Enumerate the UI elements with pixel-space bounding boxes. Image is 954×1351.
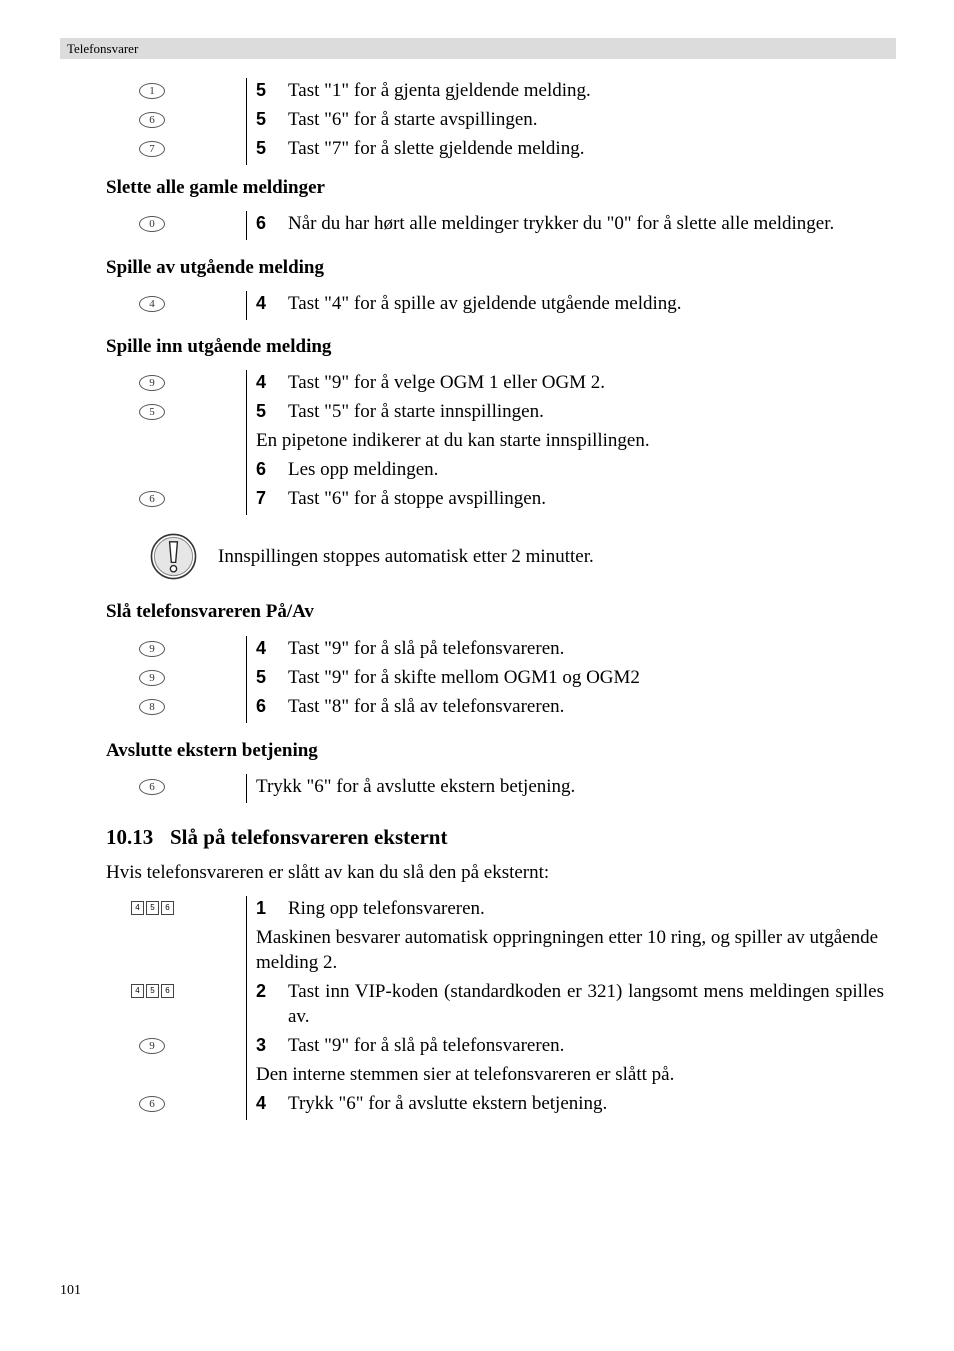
step-item <box>149 665 888 694</box>
page-number: 101 <box>60 1283 81 1298</box>
step-item <box>149 1033 888 1062</box>
running-header: Telefonsvarer <box>60 38 896 59</box>
steps-block-4 <box>106 370 888 515</box>
step-item <box>149 399 888 428</box>
keypad-key-icon: 7 <box>139 141 165 157</box>
step-number: 5 <box>256 109 267 129</box>
step-list <box>135 896 888 1120</box>
keypad-keys-icon <box>131 901 174 915</box>
step-list <box>149 636 888 723</box>
step-list <box>149 774 888 803</box>
step-note <box>256 1062 888 1091</box>
step-text: Når du har hørt alle meldinger trykker du "0" for å slette alle meldinger. <box>288 213 835 234</box>
keypad-key-icon: 9 <box>139 1038 165 1054</box>
steps-block-7 <box>106 896 888 1120</box>
steps-block-5 <box>106 636 888 723</box>
step-text: Tast "9" for å velge OGM 1 eller OGM 2. <box>288 372 606 393</box>
step-text: Tast "6" for å starte avspillingen. <box>288 109 538 130</box>
step-item <box>149 78 888 107</box>
step-number: 4 <box>256 372 267 392</box>
step-number: 4 <box>256 293 267 313</box>
step-number: 5 <box>256 80 267 100</box>
step-note <box>256 428 888 457</box>
section-number: 10.13 <box>106 825 154 849</box>
subheading-toggle-answerphone: Slå telefonsvareren På/Av <box>106 601 314 622</box>
step-text: Tast "4" for å spille av gjeldende utgående melding. <box>288 293 682 314</box>
step-number: 2 <box>256 981 267 1001</box>
steps-block-6 <box>106 774 888 803</box>
step-list <box>149 291 888 320</box>
step-note <box>256 925 888 979</box>
keypad-keys-icon <box>131 984 174 998</box>
step-text: Tast "1" for å gjenta gjeldende melding. <box>288 80 591 101</box>
intro-paragraph: Hvis telefonsvareren er slått av kan du slå den på eksternt: <box>106 862 550 883</box>
step-list <box>149 211 888 240</box>
keypad-key-icon: 1 <box>139 83 165 99</box>
keypad-key-icon: 6 <box>161 901 174 915</box>
step-list <box>149 370 888 515</box>
keypad-key-icon: 4 <box>131 901 144 915</box>
keypad-key-icon: 9 <box>139 641 165 657</box>
step-text: Maskinen besvarer automatisk oppringningen etter 10 ring, og spiller av utgående melding 2. <box>256 927 879 973</box>
step-text: Trykk "6" for å avslutte ekstern betjening. <box>256 776 576 797</box>
step-item <box>149 486 888 515</box>
step-number: 4 <box>256 638 267 658</box>
step-text: En pipetone indikerer at du kan starte innspillingen. <box>256 430 650 451</box>
step-number: 5 <box>256 401 267 421</box>
keypad-key-icon: 5 <box>139 404 165 420</box>
steps-block-1 <box>106 78 888 165</box>
note-text: Innspillingen stoppes automatisk etter 2 minutter. <box>218 545 594 567</box>
step-item <box>149 636 888 665</box>
keypad-key-icon: 0 <box>139 216 165 232</box>
step-number: 6 <box>256 459 267 479</box>
keypad-key-icon: 6 <box>161 984 174 998</box>
step-text: Trykk "6" for å avslutte ekstern betjening. <box>288 1093 608 1114</box>
step-number: 5 <box>256 138 267 158</box>
step-list <box>149 78 888 165</box>
step-item <box>149 370 888 399</box>
step-number: 6 <box>256 696 267 716</box>
steps-block-3 <box>106 291 888 320</box>
keypad-key-icon: 5 <box>146 901 159 915</box>
note-box <box>150 533 594 580</box>
step-item <box>256 457 888 486</box>
subheading-end-remote: Avslutte ekstern betjening <box>106 740 318 761</box>
keypad-key-icon: 6 <box>139 779 165 795</box>
step-item <box>149 136 888 165</box>
step-text: Tast "9" for å slå på telefonsvareren. <box>288 638 565 659</box>
step-text: Tast "5" for å starte innspillingen. <box>288 401 544 422</box>
step-number: 7 <box>256 488 267 508</box>
step-number: 4 <box>256 1093 267 1113</box>
step-item <box>135 896 888 925</box>
step-text: Ring opp telefonsvareren. <box>288 898 485 919</box>
step-item <box>149 291 888 320</box>
warning-exclamation-icon <box>150 533 197 580</box>
steps-block-2 <box>106 211 888 240</box>
step-text: Tast inn VIP-koden (standardkoden er 321) langsomt mens meldingen spilles av. <box>288 981 884 1027</box>
step-text: Tast "8" for å slå av telefonsvareren. <box>288 696 565 717</box>
keypad-key-icon: 6 <box>139 491 165 507</box>
keypad-key-icon: 4 <box>131 984 144 998</box>
step-number: 6 <box>256 213 267 233</box>
subheading-delete-all: Slette alle gamle meldinger <box>106 177 325 198</box>
step-number: 3 <box>256 1035 267 1055</box>
step-number: 1 <box>256 898 267 918</box>
subheading-record-outgoing: Spille inn utgående melding <box>106 336 332 357</box>
keypad-key-icon: 6 <box>139 112 165 128</box>
step-item <box>149 211 888 240</box>
step-item <box>149 694 888 723</box>
step-number: 5 <box>256 667 267 687</box>
step-item <box>149 1091 888 1120</box>
step-item <box>135 979 888 1033</box>
section-title: Slå på telefonsvareren eksternt <box>170 825 448 849</box>
step-text: Tast "7" for å slette gjeldende melding. <box>288 138 585 159</box>
step-text: Den interne stemmen sier at telefonsvareren er slått på. <box>256 1064 675 1085</box>
subheading-play-outgoing: Spille av utgående melding <box>106 257 324 278</box>
keypad-key-icon: 5 <box>146 984 159 998</box>
step-text: Tast "9" for å slå på telefonsvareren. <box>288 1035 565 1056</box>
step-note <box>149 774 888 803</box>
keypad-key-icon: 4 <box>139 296 165 312</box>
keypad-key-icon: 9 <box>139 670 165 686</box>
step-text: Tast "6" for å stoppe avspillingen. <box>288 488 546 509</box>
keypad-key-icon: 6 <box>139 1096 165 1112</box>
step-text: Les opp meldingen. <box>288 459 439 480</box>
step-item <box>149 107 888 136</box>
keypad-key-icon: 8 <box>139 699 165 715</box>
section-heading <box>106 825 447 850</box>
keypad-key-icon: 9 <box>139 375 165 391</box>
step-text: Tast "9" for å skifte mellom OGM1 og OGM2 <box>288 667 640 688</box>
